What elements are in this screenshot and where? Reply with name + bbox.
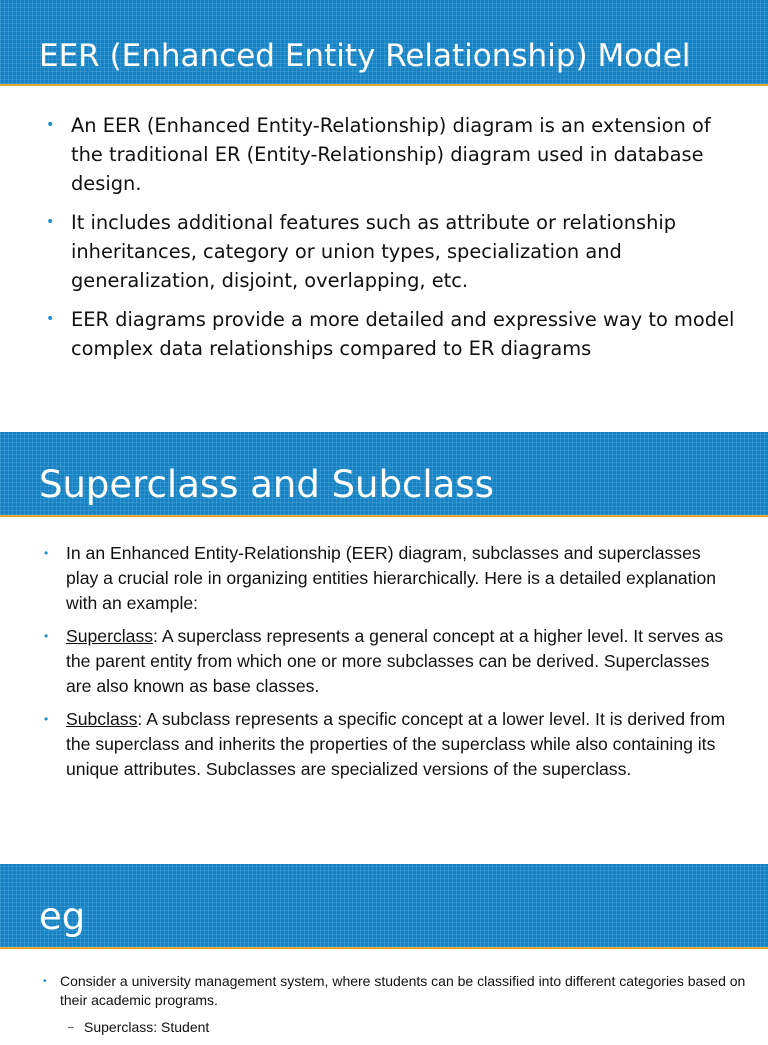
- example-bullet-list: [43, 972, 750, 1045]
- bullet-icon: •: [43, 976, 47, 987]
- section-banner-example: [0, 864, 768, 949]
- eer-bullet-list: [46, 111, 741, 373]
- bullet-icon: •: [46, 214, 55, 230]
- section-title-example: eg: [39, 895, 86, 938]
- list-item: • Superclass: A superclass represents a general concept at a higher level. It serves as the parent entity from which one or more subclasses can be derived. Superclasses are also known as base classes.: [44, 626, 724, 696]
- list-item: • In an Enhanced Entity-Relationship (EER) diagram, subclasses and superclasses play a crucial role in organizing entities hierarchically. Here is a detailed explanation with an example:: [44, 543, 717, 613]
- superclass-bullet-list: [44, 541, 731, 790]
- list-item: • An EER (Enhanced Entity-Relationship) diagram is an extension of the traditional ER (Entity-Relationship) diagram used in database design.: [71, 111, 741, 198]
- sub-bullet-icon: –: [68, 1022, 74, 1033]
- bullet-icon: •: [46, 117, 55, 133]
- bullet-icon: •: [44, 712, 49, 726]
- list-item: • Consider a university management system, where students can be classified into different categories based on their academic programs.: [43, 973, 746, 1008]
- bullet-icon: •: [44, 546, 49, 560]
- section-title-superclass-subclass: Superclass and Subclass: [39, 463, 494, 506]
- bullet-icon: •: [44, 629, 49, 643]
- section-title-eer: EER (Enhanced Entity Relationship) Model: [39, 38, 691, 74]
- superclass-term: Superclass: [66, 626, 154, 646]
- subclass-term: Subclass: [66, 709, 138, 729]
- section-banner-eer: [0, 0, 768, 86]
- sub-list-item: – Superclass: Student: [68, 1019, 210, 1035]
- bullet-icon: •: [46, 311, 55, 327]
- list-item: • Subclass: A subclass represents a specific concept at a lower level. It is derived from the superclass and inherits the properties of the superclass while also containing its unique attributes. Subclasses are specialized versions of the superclass.: [44, 709, 726, 779]
- list-item: • EER diagrams provide a more detailed and expressive way to model complex data relationships compared to ER diagrams: [71, 305, 741, 363]
- list-item: • It includes additional features such as attribute or relationship inheritances, category or union types, specialization and generalization, disjoint, overlapping, etc.: [71, 208, 741, 295]
- section-banner-superclass-subclass: [0, 432, 768, 517]
